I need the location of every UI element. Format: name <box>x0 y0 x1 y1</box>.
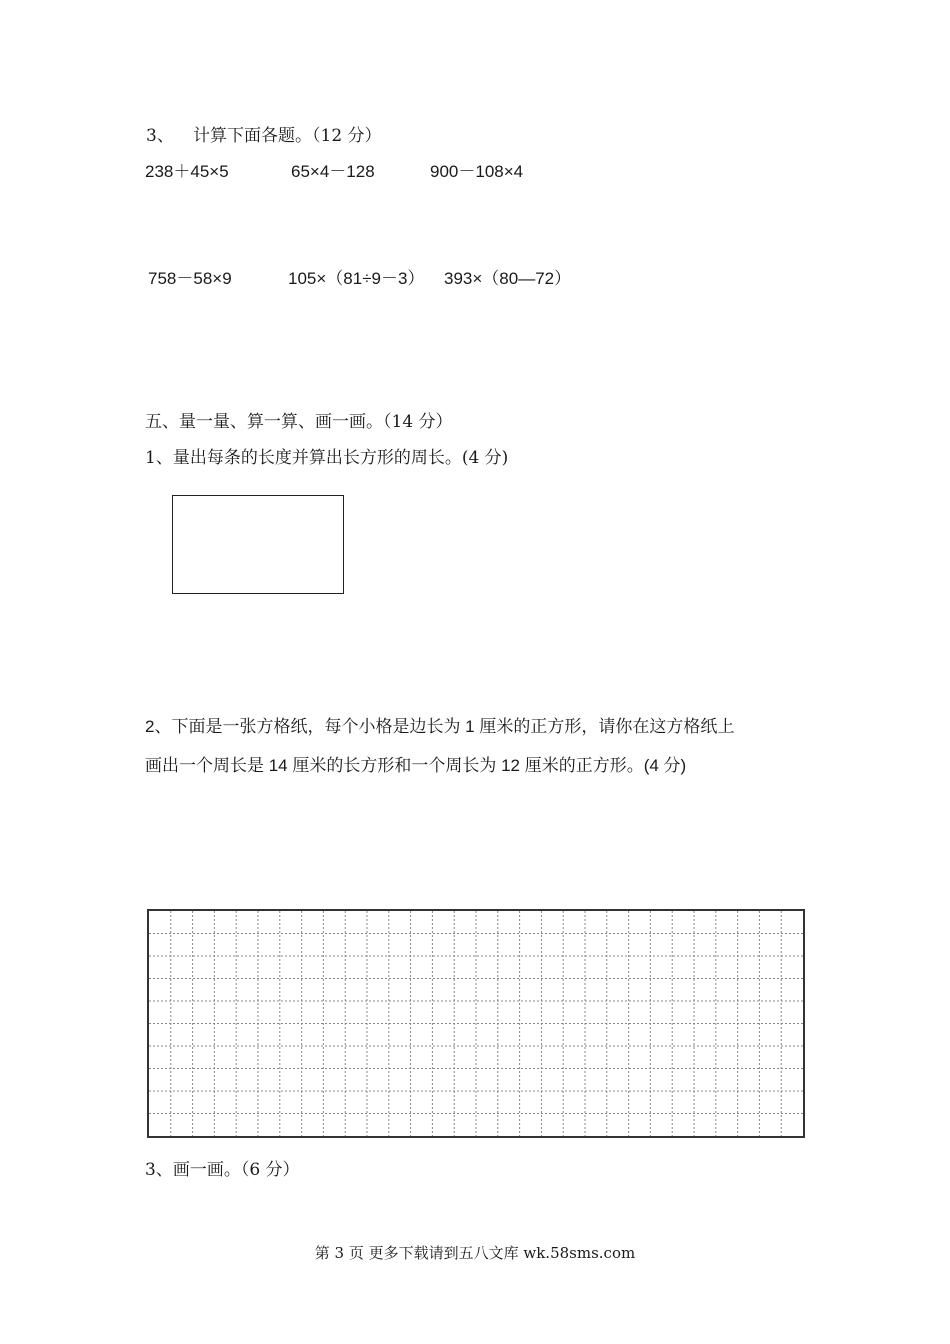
calc-problem-2: 65×4－128 <box>291 162 375 181</box>
rectangle-figure <box>172 495 344 594</box>
section3-heading: 计算下面各题。（12 分） <box>193 126 382 146</box>
calc-problem-1: 238＋45×5 <box>145 162 229 181</box>
grid-paper[interactable] <box>147 909 805 1138</box>
question-2-line-1: 2、下面是一张方格纸，每个小格是边长为 1 厘米的正方形，请你在这方格纸上 <box>145 717 735 736</box>
calc-problem-5: 105×（81÷9－3） <box>288 269 425 288</box>
question-3: 3、画一画。（6 分） <box>145 1160 300 1180</box>
section5-title: 五、量一量、算一算、画一画。（14 分） <box>145 412 453 432</box>
question-1: 1、量出每条的长度并算出长方形的周长。(4 分) <box>145 448 509 468</box>
page-footer: 第 3 页 更多下载请到五八文库 wk.58sms.com <box>314 1244 636 1262</box>
calc-problem-6: 393×（80—72） <box>444 269 572 288</box>
section3-heading-number: 3、 <box>146 126 174 146</box>
calc-problem-4: 758－58×9 <box>148 269 232 288</box>
question-2-line-2: 画出一个周长是 14 厘米的长方形和一个周长为 12 厘米的正方形。(4 分) <box>145 756 687 775</box>
grid-lines <box>149 911 803 1136</box>
calc-problem-3: 900－108×4 <box>430 162 524 181</box>
